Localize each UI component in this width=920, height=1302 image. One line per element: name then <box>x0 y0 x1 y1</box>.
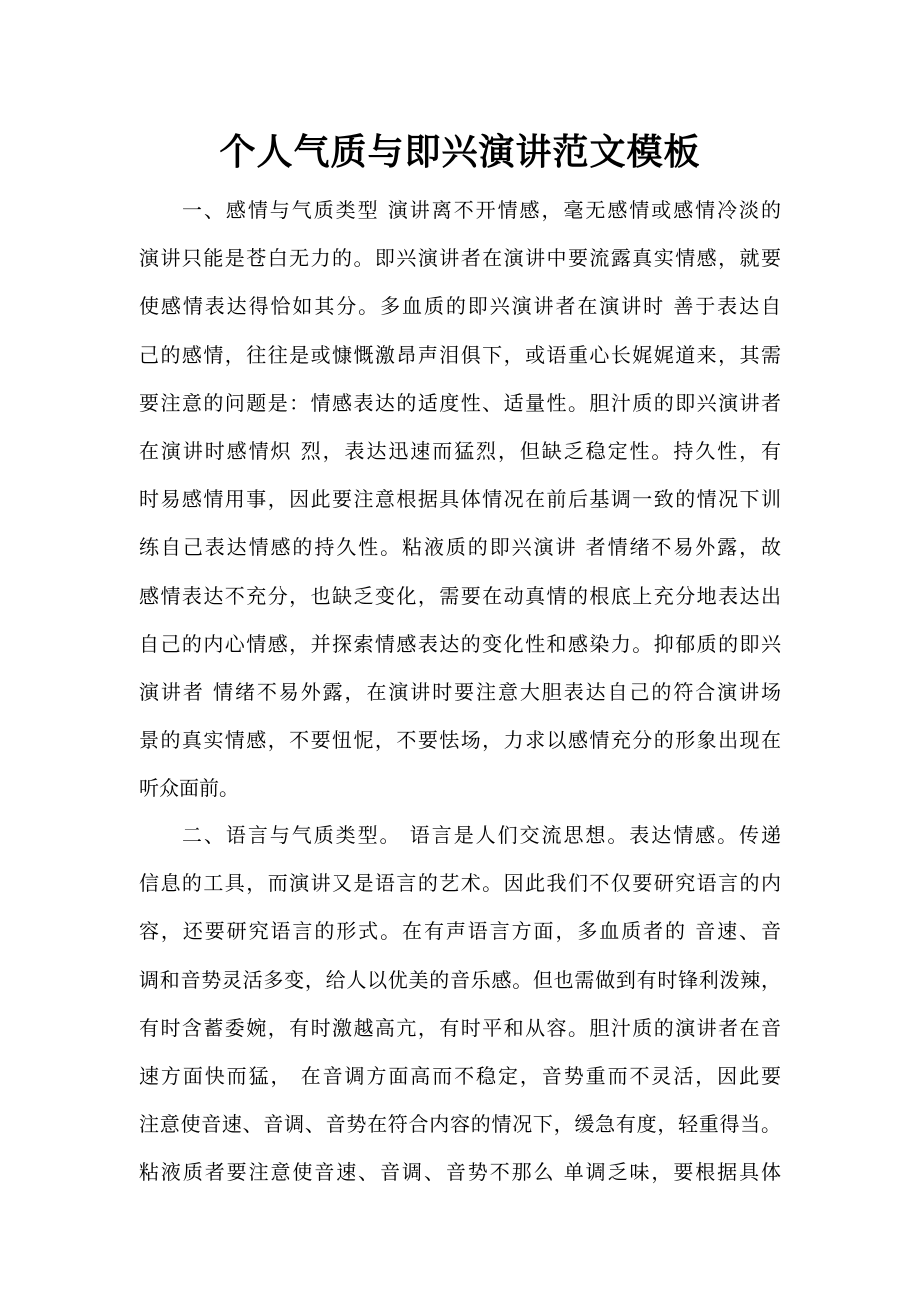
text-line: 己的感情，往往是或慷慨激昂声泪俱下，或语重心长娓娓道来，其需 <box>139 342 781 367</box>
text-line: 注意使音速、音调、音势在符合内容的情况下，缓急有度，轻重得当。 <box>139 1112 781 1137</box>
text-line: 演讲者 情绪不易外露，在演讲时要注意大胆表达自己的符合演讲场 <box>139 679 781 704</box>
text-line: 要注意的问题是：情感表达的适度性、适量性。胆汁质的即兴演讲者 <box>139 390 781 415</box>
text-line: 练自己表达情感的持久性。粘液质的即兴演讲 者情绪不易外露，故 <box>139 535 781 560</box>
paragraph-language-temperament <box>139 811 781 1197</box>
text-line: 容，还要研究语言的形式。在有声语言方面，多血质者的 音速、音 <box>139 919 781 944</box>
text-line: 一、感情与气质类型 演讲离不开情感，毫无感情或感情冷淡的 <box>182 198 781 222</box>
text-line: 信息的工具，而演讲又是语言的艺术。因此我们不仅要研究语言的内 <box>139 871 781 896</box>
text-line: 演讲只能是苍白无力的。即兴演讲者在演讲中要流露真实情感，就要 <box>139 246 781 271</box>
text-line: 在演讲时感情炽 烈，表达迅速而猛烈，但缺乏稳定性。持久性，有 <box>139 438 781 463</box>
text-line: 景的真实情感，不要忸怩，不要怯场，力求以感情充分的形象出现在 <box>139 728 781 753</box>
text-line: 时易感情用事，因此要注意根据具体情况在前后基调一致的情况下训 <box>139 487 781 512</box>
text-line: 有时含蓄委婉，有时激越高亢，有时平和从容。胆汁质的演讲者在音 <box>139 1015 781 1040</box>
text-line: 二、语言与气质类型。 语言是人们交流思想。表达情感。传递 <box>182 823 781 847</box>
text-line: 速方面快而猛， 在音调方面高而不稳定，音势重而不灵活，因此要 <box>139 1063 781 1088</box>
text-line: 调和音势灵活多变，给人以优美的音乐感。但也需做到有时锋利泼辣， <box>139 967 781 992</box>
text-line: 感情表达不充分，也缺乏变化，需要在动真情的根底上充分地表达出 <box>139 583 781 608</box>
text-line: 听众面前。 <box>139 776 239 801</box>
document-title: 个人气质与即兴演讲范文模板 <box>219 131 701 173</box>
text-line: 粘液质者要注意使音速、音调、音势不那么 单调乏味，要根据具体 <box>139 1160 781 1185</box>
paragraph-emotion-temperament <box>139 186 781 812</box>
text-line: 自己的内心情感，并探索情感表达的变化性和感染力。抑郁质的即兴 <box>139 631 781 656</box>
text-line: 使感情表达得恰如其分。多血质的即兴演讲者在演讲时 善于表达自 <box>139 294 781 319</box>
